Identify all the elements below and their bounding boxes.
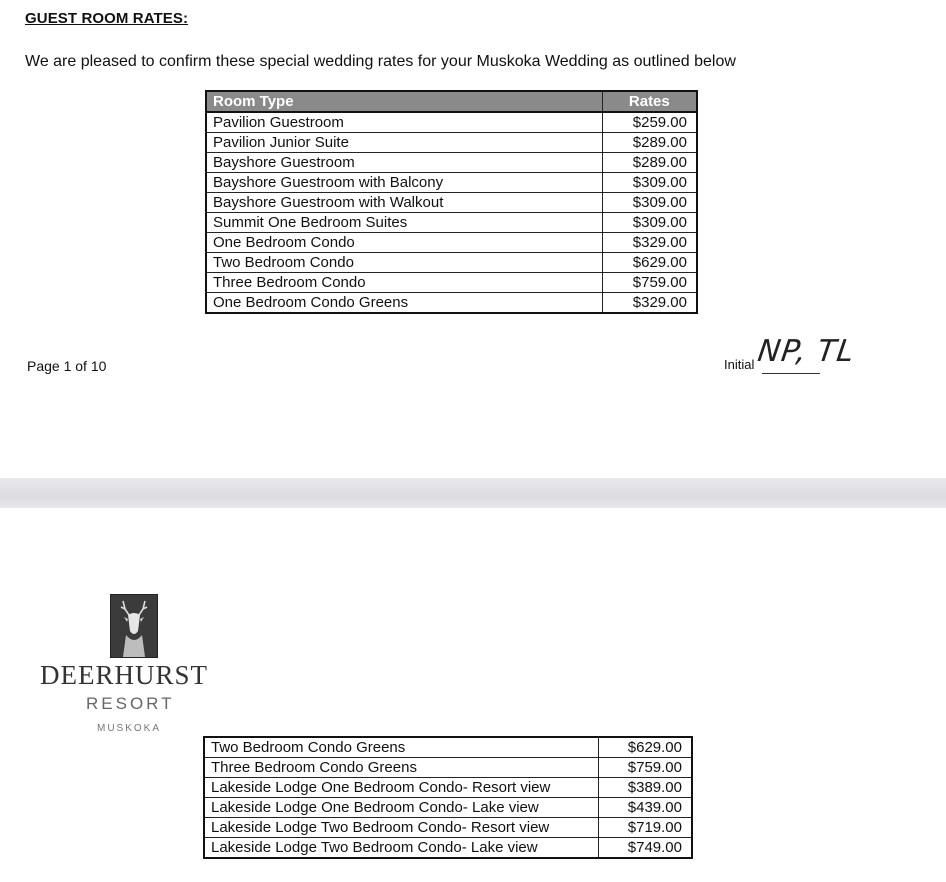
initial-underline bbox=[762, 373, 820, 374]
room-type-cell: Summit One Bedroom Suites bbox=[206, 213, 602, 233]
table-row bbox=[206, 213, 697, 233]
room-type-cell: Two Bedroom Condo Greens bbox=[204, 737, 598, 758]
room-type-cell: Pavilion Guestroom bbox=[206, 112, 602, 133]
initial-field bbox=[724, 334, 864, 380]
table-row bbox=[204, 737, 692, 758]
logo-subtitle: RESORT bbox=[86, 694, 175, 713]
table-row bbox=[204, 838, 692, 859]
rate-cell: $289.00 bbox=[602, 153, 697, 173]
table-row bbox=[206, 233, 697, 253]
rate-cell: $309.00 bbox=[602, 213, 697, 233]
rate-cell: $329.00 bbox=[602, 293, 697, 314]
table-row bbox=[206, 193, 697, 213]
table-row bbox=[206, 253, 697, 273]
rate-cell: $289.00 bbox=[602, 133, 697, 153]
table-row bbox=[204, 778, 692, 798]
rate-cell: $749.00 bbox=[598, 838, 692, 859]
document-page-2 bbox=[0, 508, 946, 882]
room-type-cell: Pavilion Junior Suite bbox=[206, 133, 602, 153]
intro-text: We are pleased to confirm these special wedding rates for your Muskoka Wedding as outlined below bbox=[25, 53, 736, 70]
room-type-cell: One Bedroom Condo Greens bbox=[206, 293, 602, 314]
rate-cell: $309.00 bbox=[602, 173, 697, 193]
deer-logo-icon bbox=[110, 594, 158, 658]
rate-cell: $329.00 bbox=[602, 233, 697, 253]
room-type-cell: Lakeside Lodge Two Bedroom Condo- Lake view bbox=[204, 838, 598, 859]
rate-cell: $759.00 bbox=[598, 758, 692, 778]
table-row bbox=[206, 293, 697, 314]
handwritten-initials: NP, TL bbox=[755, 334, 857, 369]
section-heading: GUEST ROOM RATES: bbox=[25, 10, 189, 27]
rate-cell: $719.00 bbox=[598, 818, 692, 838]
room-type-cell: Three Bedroom Condo bbox=[206, 273, 602, 293]
guest-room-rates-table bbox=[205, 90, 698, 314]
table-row bbox=[204, 758, 692, 778]
table-row bbox=[206, 133, 697, 153]
room-type-cell: Bayshore Guestroom with Balcony bbox=[206, 173, 602, 193]
page-separator bbox=[0, 478, 946, 508]
room-type-cell: Bayshore Guestroom bbox=[206, 153, 602, 173]
header-room-type: Room Type bbox=[206, 91, 602, 112]
room-type-cell: Bayshore Guestroom with Walkout bbox=[206, 193, 602, 213]
guest-room-rates-table-continued bbox=[203, 736, 693, 859]
table-row bbox=[206, 173, 697, 193]
rate-cell: $629.00 bbox=[602, 253, 697, 273]
table-row bbox=[206, 153, 697, 173]
table-header-row bbox=[206, 91, 697, 112]
rate-cell: $389.00 bbox=[598, 778, 692, 798]
logo-wordmark: DEERHURST bbox=[40, 660, 209, 690]
page-number: Page 1 of 10 bbox=[27, 358, 107, 374]
rate-cell: $629.00 bbox=[598, 737, 692, 758]
room-type-cell: Lakeside Lodge One Bedroom Condo- Lake view bbox=[204, 798, 598, 818]
room-type-cell: One Bedroom Condo bbox=[206, 233, 602, 253]
initial-label: Initial bbox=[724, 357, 755, 372]
logo-region: MUSKOKA bbox=[97, 723, 162, 734]
room-type-cell: Lakeside Lodge One Bedroom Condo- Resort view bbox=[204, 778, 598, 798]
header-rates: Rates bbox=[602, 91, 697, 112]
rate-cell: $259.00 bbox=[602, 112, 697, 133]
rate-cell: $759.00 bbox=[602, 273, 697, 293]
rate-cell: $439.00 bbox=[598, 798, 692, 818]
room-type-cell: Two Bedroom Condo bbox=[206, 253, 602, 273]
table-row bbox=[204, 818, 692, 838]
room-type-cell: Three Bedroom Condo Greens bbox=[204, 758, 598, 778]
rate-cell: $309.00 bbox=[602, 193, 697, 213]
table-row bbox=[204, 798, 692, 818]
table-row bbox=[206, 273, 697, 293]
table-row bbox=[206, 112, 697, 133]
room-type-cell: Lakeside Lodge Two Bedroom Condo- Resort view bbox=[204, 818, 598, 838]
